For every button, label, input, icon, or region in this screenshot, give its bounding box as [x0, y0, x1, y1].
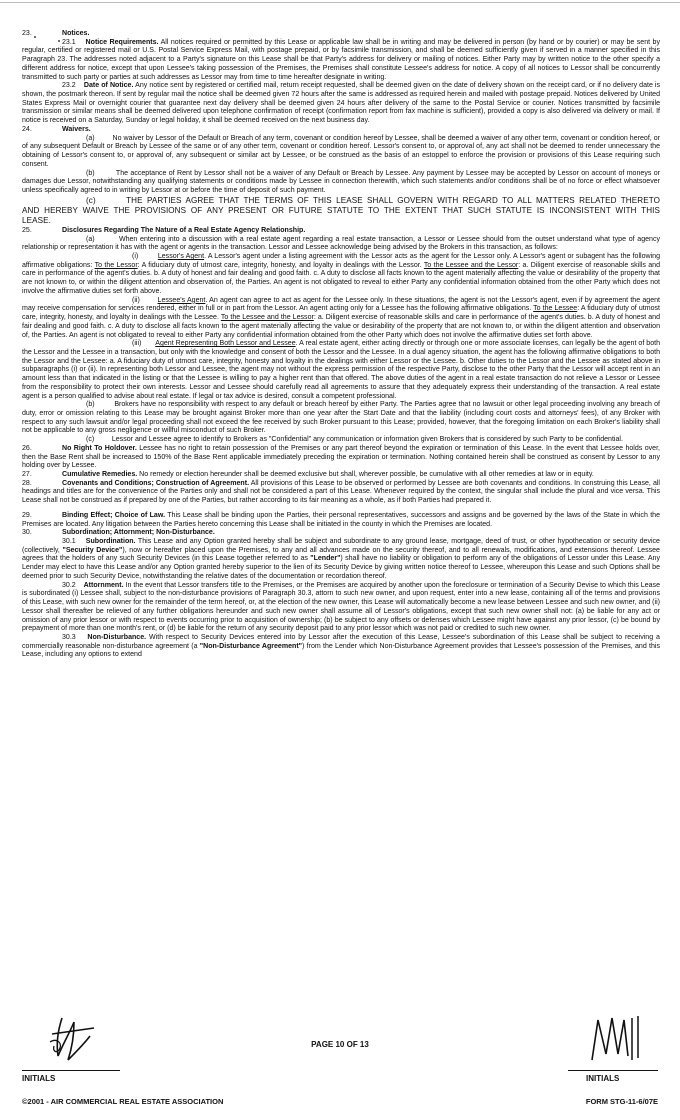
paragraph-25-a-i: (i) Lessor's Agent. A Lessor's agent under a listing agreement with the Lessor acts as the agent for the Lessor only. A Lessor's agent or subagent has the following affirmative obligations: To the Lessor: A fiduciary duty of utmost care, integrity, honesty, and loyalty in dealings with the Lessor. To the Lessee and the Lessor: a. Diligent exercise of reasonable skills and care in performance of the agent's duties. b. A duty of honest and fair dealing and good faith. c. A duty to disclose all facts known to the agent materially affecting the value or desirability of the property that are not known to, or within the diligent attention and observation of, the Parties. An agent is not obligated to reveal to either Party any confidential information obtained from the other Party which does not involve the affirmative duties set forth above.: [22, 253, 661, 295]
paragraph-25-a-ii: (ii) Lessee's Agent. An agent can agree to act as agent for the Lessee only. In these situations, the agent is not the Lessor's agent, even if by agreement the agent may receive compensation for services rendered, either in full or in part from the Lessor. An agent acting only for a Lessee has the following affirmative obligations. To the Lessee: A fiduciary duty of utmost care, integrity, honesty, and loyalty in dealings with the Lessee. To the Lessee and the Lessor: a. Diligent exercise of reasonable skills and care in performance of the agent's duties. b. A duty of honest and fair dealing and good faith. c. A duty to disclose all facts known to the agent materially affecting the value or desirability of the property that are not known to, or within the diligent attention and observation of, the Parties. An agent is not obligated to reveal to either Party any confidential information obtained from the other Party which does not involve the affirmative duties set forth above.: [22, 296, 661, 339]
section-heading-25: 25. Disclosures Regarding The Nature of a Real Estate Agency Relationship.: [22, 226, 306, 234]
copyright-notice: ©2001 - AIR COMMERCIAL REAL ESTATE ASSOCIATION: [22, 1097, 224, 1106]
paragraph-30-2: 30.2 Attornment. In the event that Lessor transfers title to the Premises, or the Premises are acquired by another upon the foreclosure or termination of a Security Devise to which this Lease is subordinated (i) Lessee shall, subject to the non-disturbance provisions of Paragraph 30.3, attorn to such new owner, and upon request, enter into a new lease, containing all of the terms and provisions of this Lease, with such new owner for the remainder of the term hereof, or, at the election of the new owner, this Lease will automatically become a new lease between Lessee and such new owner, and (ii) Lessor shall thereafter be relieved of any further obligations hereunder and such new owner shall assume all of Lessor's obligations, except that such new owner shall not: (a) be liable for any act or omission of any prior lessor or with respect to events occurring prior to acquisition of ownership; (b) be subject to any offsets or defenses which Lessee might have against any prior lessor, (c) be bound by prepayment of more than one month's rent, or (d) be liable for the return of any security deposit paid to any prior lessor which was not paid or credited to such new owner.: [22, 581, 660, 633]
section-29: 29. Binding Effect; Choice of Law. This Lease shall be binding upon the Parties, their personal representatives, successors and assigns and be governed by the laws of the State in which the Premises are located. Any litigation between the Parties hereto concerning this Lease shall be initiated in the county in which the Premises are located.: [22, 511, 660, 528]
initials-label-left: INITIALS: [22, 1074, 56, 1083]
scan-top-edge: [0, 2, 680, 3]
paragraph-24-a: (a) No waiver by Lessor of the Default or Breach of any term, covenant or condition hereof by Lessee, shall be deemed a waiver of any other term, covenant or condition hereof, or of any subsequent Default or Breach by Lessee of the same or of any other term, covenant or condition hereof. Lessor's consent to, or approval of, any act shall not be deemed to render unnecessary the obtaining of Lessor's consent to, or approval of, any subsequent or similar act by Lessee, or be construed as the basis of an estoppel to enforce the provision or provisions of this Lease requiring such consent.: [22, 134, 660, 168]
form-identifier: FORM STG-11-6/07E: [585, 1097, 658, 1106]
paragraph-23-2: 23.2 Date of Notice. Any notice sent by registered or certified mail, return receipt requested, shall be deemed given on the date of delivery shown on the receipt card, or if no delivery date is shown, the postmark thereon. If sent by regular mail the notice shall be deemed given 72 hours after the same is addressed as required herein and mailed with postage prepaid. Notices delivered by United States Express Mail or overnight courier that guarantee next day delivery shall be deemed given 24 hours after delivery of the same to the Postal Service or courier. Notices transmitted by facsimile transmission or similar means shall be deemed delivered upon telephone confirmation of receipt (confirmation report from fax machine is sufficient), provided a copy is also delivered via delivery or mail. If notice is received on a Saturday, Sunday or legal holiday, it shall be deemed received on the next business day.: [22, 82, 660, 125]
initials-label-right: INITIALS: [586, 1074, 620, 1083]
page-number: PAGE 10 OF 13: [311, 1040, 369, 1049]
paragraph-23-1: 23.1 Notice Requirements. All notices required or permitted by this Lease or applicable law shall be in writing and may be delivered in person (by hand or by courier) or may be sent by regular, certified or registered mail or U.S. Postal Service Express Mail, with postage prepaid, or by facsimile transmission, and shall be deemed sufficiently given if served in a manner specified in this Paragraph 23. The addresses noted adjacent to a Party's signature on this Lease shall be that Party's address for delivery or mailing of notices. Either Party may by written notice to the other specify a different address for notice, except that upon Lessee's taking possession of the Premises, the Premises shall constitute Lessee's address for notice. A copy of all notices to Lessor shall be concurrently transmitted to such party or parties at such addresses as Lessor may from time to time hereafter designate in writing.: [22, 38, 661, 81]
section-28: 28. Covenants and Conditions; Construction of Agreement. All provisions of this Lease to be observed or performed by Lessee are both covenants and conditions. In construing this Lease, all headings and titles are for the convenience of the Parties only and shall not be considered a part of this Lease. Whenever required by the context, the singular shall include the plural and vice versa. This Lease shall not be construed as if prepared by one of the Parties, but rather according to its fair meaning as a whole, as if both Parties had prepared it.: [22, 479, 660, 505]
paragraph-24-b: (b) The acceptance of Rent by Lessor shall not be a waiver of any Default or Breach by Lessee. Any payment by Lessee may be accepted by Lessor on account of moneys or damages due Lessor, notwithstanding any qualifying statements or conditions made by Lessee in connection therewith, which such statements and/or conditions shall be of no force or effect whatsoever unless specifically agreed to in writing by Lessor at or before the time of deposit of such payment.: [22, 169, 660, 194]
paragraph-25-b: (b) Brokers have no responsibility with respect to any default or breach hereof by either Party. The Parties agree that no lawsuit or other legal proceeding involving any breach of duty, error or omission relating to this Lease may be brought against Broker more than one year after the Start Date and that the liability (including court costs and attorneys' fees), of any Broker with respect to any such lawsuit and/or legal proceeding shall not exceed the fee received by such Broker pursuant to this Lease; provided, however, that the foregoing limitation on each Broker's liability shall not be applicable to any gross negligence or willful misconduct of such Broker.: [22, 401, 660, 435]
paragraph-25-a-iii: (iii) Agent Representing Both Lessor and Lessee. A real estate agent, either acting directly or through one or more associate licenses, can legally be the agent of both the Lessor and the Lessee in a transaction, but only with the knowledge and consent of both the Lessor and the Lessee. In a dual agency situation, the agent has the following affirmative obligations to both the Lessor and the Lessee: a. A fiduciary duty of utmost care, integrity, honesty and loyalty in the dealings with either Lessor or the Lessee. b. Other duties to the Lessor and the Lessee as stated above in subparagraphs (i) or (ii). In representing both Lessor and Lessee, the agent may not without the express permission of the respective Party, disclose to the other Party that the Lessor will accept rent in an amount less than that indicated in the listing or that the Lessee is willing to pay a higher rent than that offered. The above duties of the agent in a real estate transaction do not relieve a Lessor or Lessee from the responsibility to protect their own interests. Lessor and Lessee should carefully read all agreements to assure that they adequately express their understanding of the transaction. A real estate agent is a person qualified to advise about real estate. If legal or tax advice is desired, consult a competent professional.: [22, 340, 660, 400]
section-26: 26. No Right To Holdover. Lessee has no right to retain possession of the Premises or any part thereof beyond the expiration or termination of this Lease. In the event that Lessee holds over, then the Base Rent shall be increased to 150% of the Base Rent applicable immediately preceding the expiration or termination. Nothing contained herein shall be construed as consent by Lessor to any holding over by Lessee.: [22, 444, 660, 470]
section-heading-23: 23. Notices.: [22, 30, 90, 37]
paragraph-30-1: 30.1 Subordination. This Lease and any Option granted hereby shall be subject and subordinate to any ground lease, mortgage, deed of trust, or other hypothecation or security device (collectively, "Security Device"), now or hereafter placed upon the Premises, to any and all advances made on the security thereof, and to all renewals, modifications, and extensions thereof. Lessee agrees that the holders of any such Security Devices (in this Lease together referred to as "Lender") shall have no liability or obligation to perform any of the obligations of Lessor under this Lease. Any Lender may elect to have this Lease and/or any Option granted hereby superior to the lien of its Security Device by giving written notice thereof to Lessee, whereupon this Lease and such Options shall be deemed prior to such Security Device, notwithstanding the relative dates of the documentation or recordation thereof.: [22, 538, 660, 580]
paragraph-24-c: (c) THE PARTIES AGREE THAT THE TERMS OF THIS LEASE SHALL GOVERN WITH REGARD TO ALL MATTERS RELATED THERETO AND HEREBY WAIVE THE PROVISIONS OF ANY PRESENT OR FUTURE STATUTE TO THE EXTENT THAT SUCH STATUTE IS INCONSISTENT WITH THIS LEASE.: [22, 195, 660, 226]
initials-line-left: [22, 1070, 120, 1071]
paragraph-25-c: (c) Lessor and Lessee agree to identify to Brokers as "Confidential" any communication or information given Brokers that is considered by such Party to be confidential.: [86, 436, 623, 444]
paragraph-25-a: (a) When entering into a discussion with a real estate agent regarding a real estate transaction, a Lessor or Lessee should from the outset understand what type of agency relationship or representation it has with the agent or agents in the transaction. Lessor and Lessee acknowledge being advised by the Brokers in this transaction, as follows:: [22, 235, 660, 252]
document-body: [22, 30, 660, 660]
section-27: 27. Cumulative Remedies. No remedy or election hereunder shall be deemed exclusive but shall, wherever possible, be cumulative with all other remedies at law or in equity.: [22, 471, 594, 478]
section-heading-24: 24. Waivers.: [22, 125, 91, 133]
section-heading-30: 30. Subordination; Attornment; Non-Disturbance.: [22, 529, 215, 537]
paragraph-30-3: 30.3 Non-Disturbance. With respect to Security Devices entered into by Lessor after the execution of this Lease, Lessee's subordination of this Lease shall be subject to receiving a commercially reasonable non-disturbance agreement (a "Non-Disturbance Agreement") from the Lender which Non-Disturbance Agreement provides that Lessee's possession of the Premises, and this Lease, including any options to extend: [22, 633, 660, 659]
initials-line-right: [568, 1070, 658, 1071]
handwritten-initials-right: [580, 1010, 650, 1070]
